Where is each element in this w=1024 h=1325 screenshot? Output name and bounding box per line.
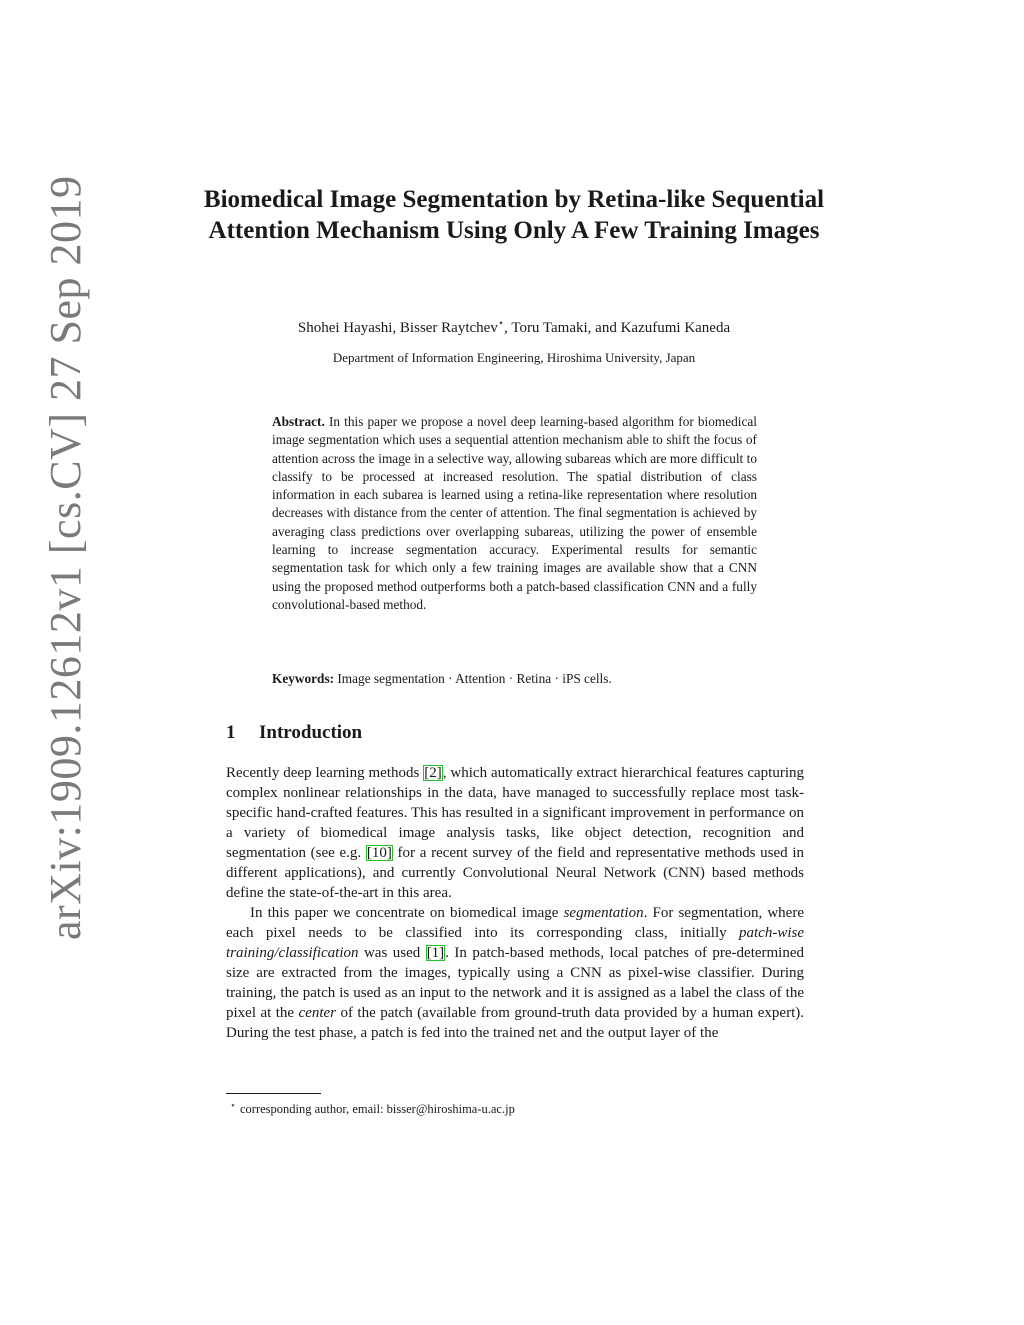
p2-text-1: In this paper we concentrate on biomedical image — [250, 905, 564, 921]
arxiv-identifier: arXiv:1909.12612v1 [cs.CV] 27 Sep 2019 — [41, 175, 90, 940]
authors-part-2: , Toru Tamaki, and Kazufumi Kaneda — [504, 320, 731, 336]
p2-emphasis-center: center — [298, 1005, 337, 1021]
citation-link-10[interactable]: [10] — [366, 845, 392, 861]
section-number: 1 — [226, 722, 236, 743]
section-heading-introduction — [226, 720, 362, 746]
paragraph-2 — [226, 903, 804, 1043]
p2-text-3: was used — [358, 945, 426, 961]
footnote-divider — [226, 1093, 321, 1094]
p2-text-4: . In patch-based methods, local patches of pre-determined size are extracted from the images, typically using a CNN as pixel-wise classifier. During training, the patch is used as an input to the network and it is assigned as a label the class of the pixel at the — [226, 945, 805, 1021]
keywords-text: Image segmentation · Attention · Retina · iPS cells. — [337, 671, 612, 686]
keywords — [272, 670, 757, 688]
p2-text-5: of the patch (available from ground-truth data provided by a human expert). During the test phase, a patch is fed into the trained net and the output layer of the — [226, 1005, 804, 1041]
citation-link-1[interactable]: [1] — [426, 945, 445, 961]
footnote — [226, 1097, 804, 1117]
introduction-body — [226, 763, 804, 1043]
abstract-label: Abstract. — [272, 414, 325, 429]
affiliation: Department of Information Engineering, Hiroshima University, Japan — [332, 350, 696, 365]
corresponding-author-mark: ⋆ — [497, 318, 505, 329]
authors-part-1: Shohei Hayashi, Bisser Raytchev — [297, 320, 498, 336]
paper-title: Biomedical Image Segmentation by Retina-like Sequential Attention Mechanism Using Only A Few Training Images — [203, 186, 825, 244]
p1-text-3: for a recent survey of the field and representative methods used in different applications), and currently Convolutional Neural Network (CNN) based methods define the state-of-the-art in this area. — [226, 845, 804, 901]
p2-emphasis-patchwise: patch-wise training/classification — [226, 925, 804, 961]
author-list — [200, 314, 828, 338]
abstract-text: In this paper we propose a novel deep learning-based algorithm for biomedical image segmentation which uses a sequential attention mechanism able to shift the focus of attention across the image in a selective way, allowing subareas which are more difficult to classify to be processed at increased resolution. The spatial distribution of class information in each subarea is learned using a retina-like representation where resolution decreases with distance from the center of attention. The final segmentation is achieved by averaging class predictions over overlapping subareas, utilizing the power of ensemble learning to increase segmentation accuracy. Experimental results for semantic segmentation task for which only a few training images are available show that a CNN using the proposed method outperforms both a patch-based classification CNN and a fully convolutional-based method. — [272, 414, 757, 612]
p2-text-2: . For segmentation, where each pixel needs to be classified into its corresponding class, initially — [226, 905, 804, 941]
section-title: Introduction — [259, 722, 363, 743]
p1-text-1: Recently deep learning methods — [226, 765, 424, 781]
keywords-label: Keywords: — [272, 671, 335, 686]
paragraph-1 — [226, 763, 804, 903]
p2-emphasis-segmentation: segmentation — [563, 905, 644, 921]
footnote-mark: ⋆ — [230, 1100, 236, 1110]
p1-text-2: , which automatically extract hierarchical features capturing complex nonlinear relationships in the data, have managed to successfully replace most task-specific hand-crafted features. This has resulted in a significant improvement in performance on a variety of biomedical image analysis tasks, like object detection, recognition and segmentation (see e.g. — [226, 765, 804, 861]
citation-link-2[interactable]: [2] — [424, 765, 442, 781]
footnote-text: corresponding author, email: bisser@hiroshima-u.ac.jp — [240, 1102, 515, 1117]
abstract — [272, 413, 757, 614]
